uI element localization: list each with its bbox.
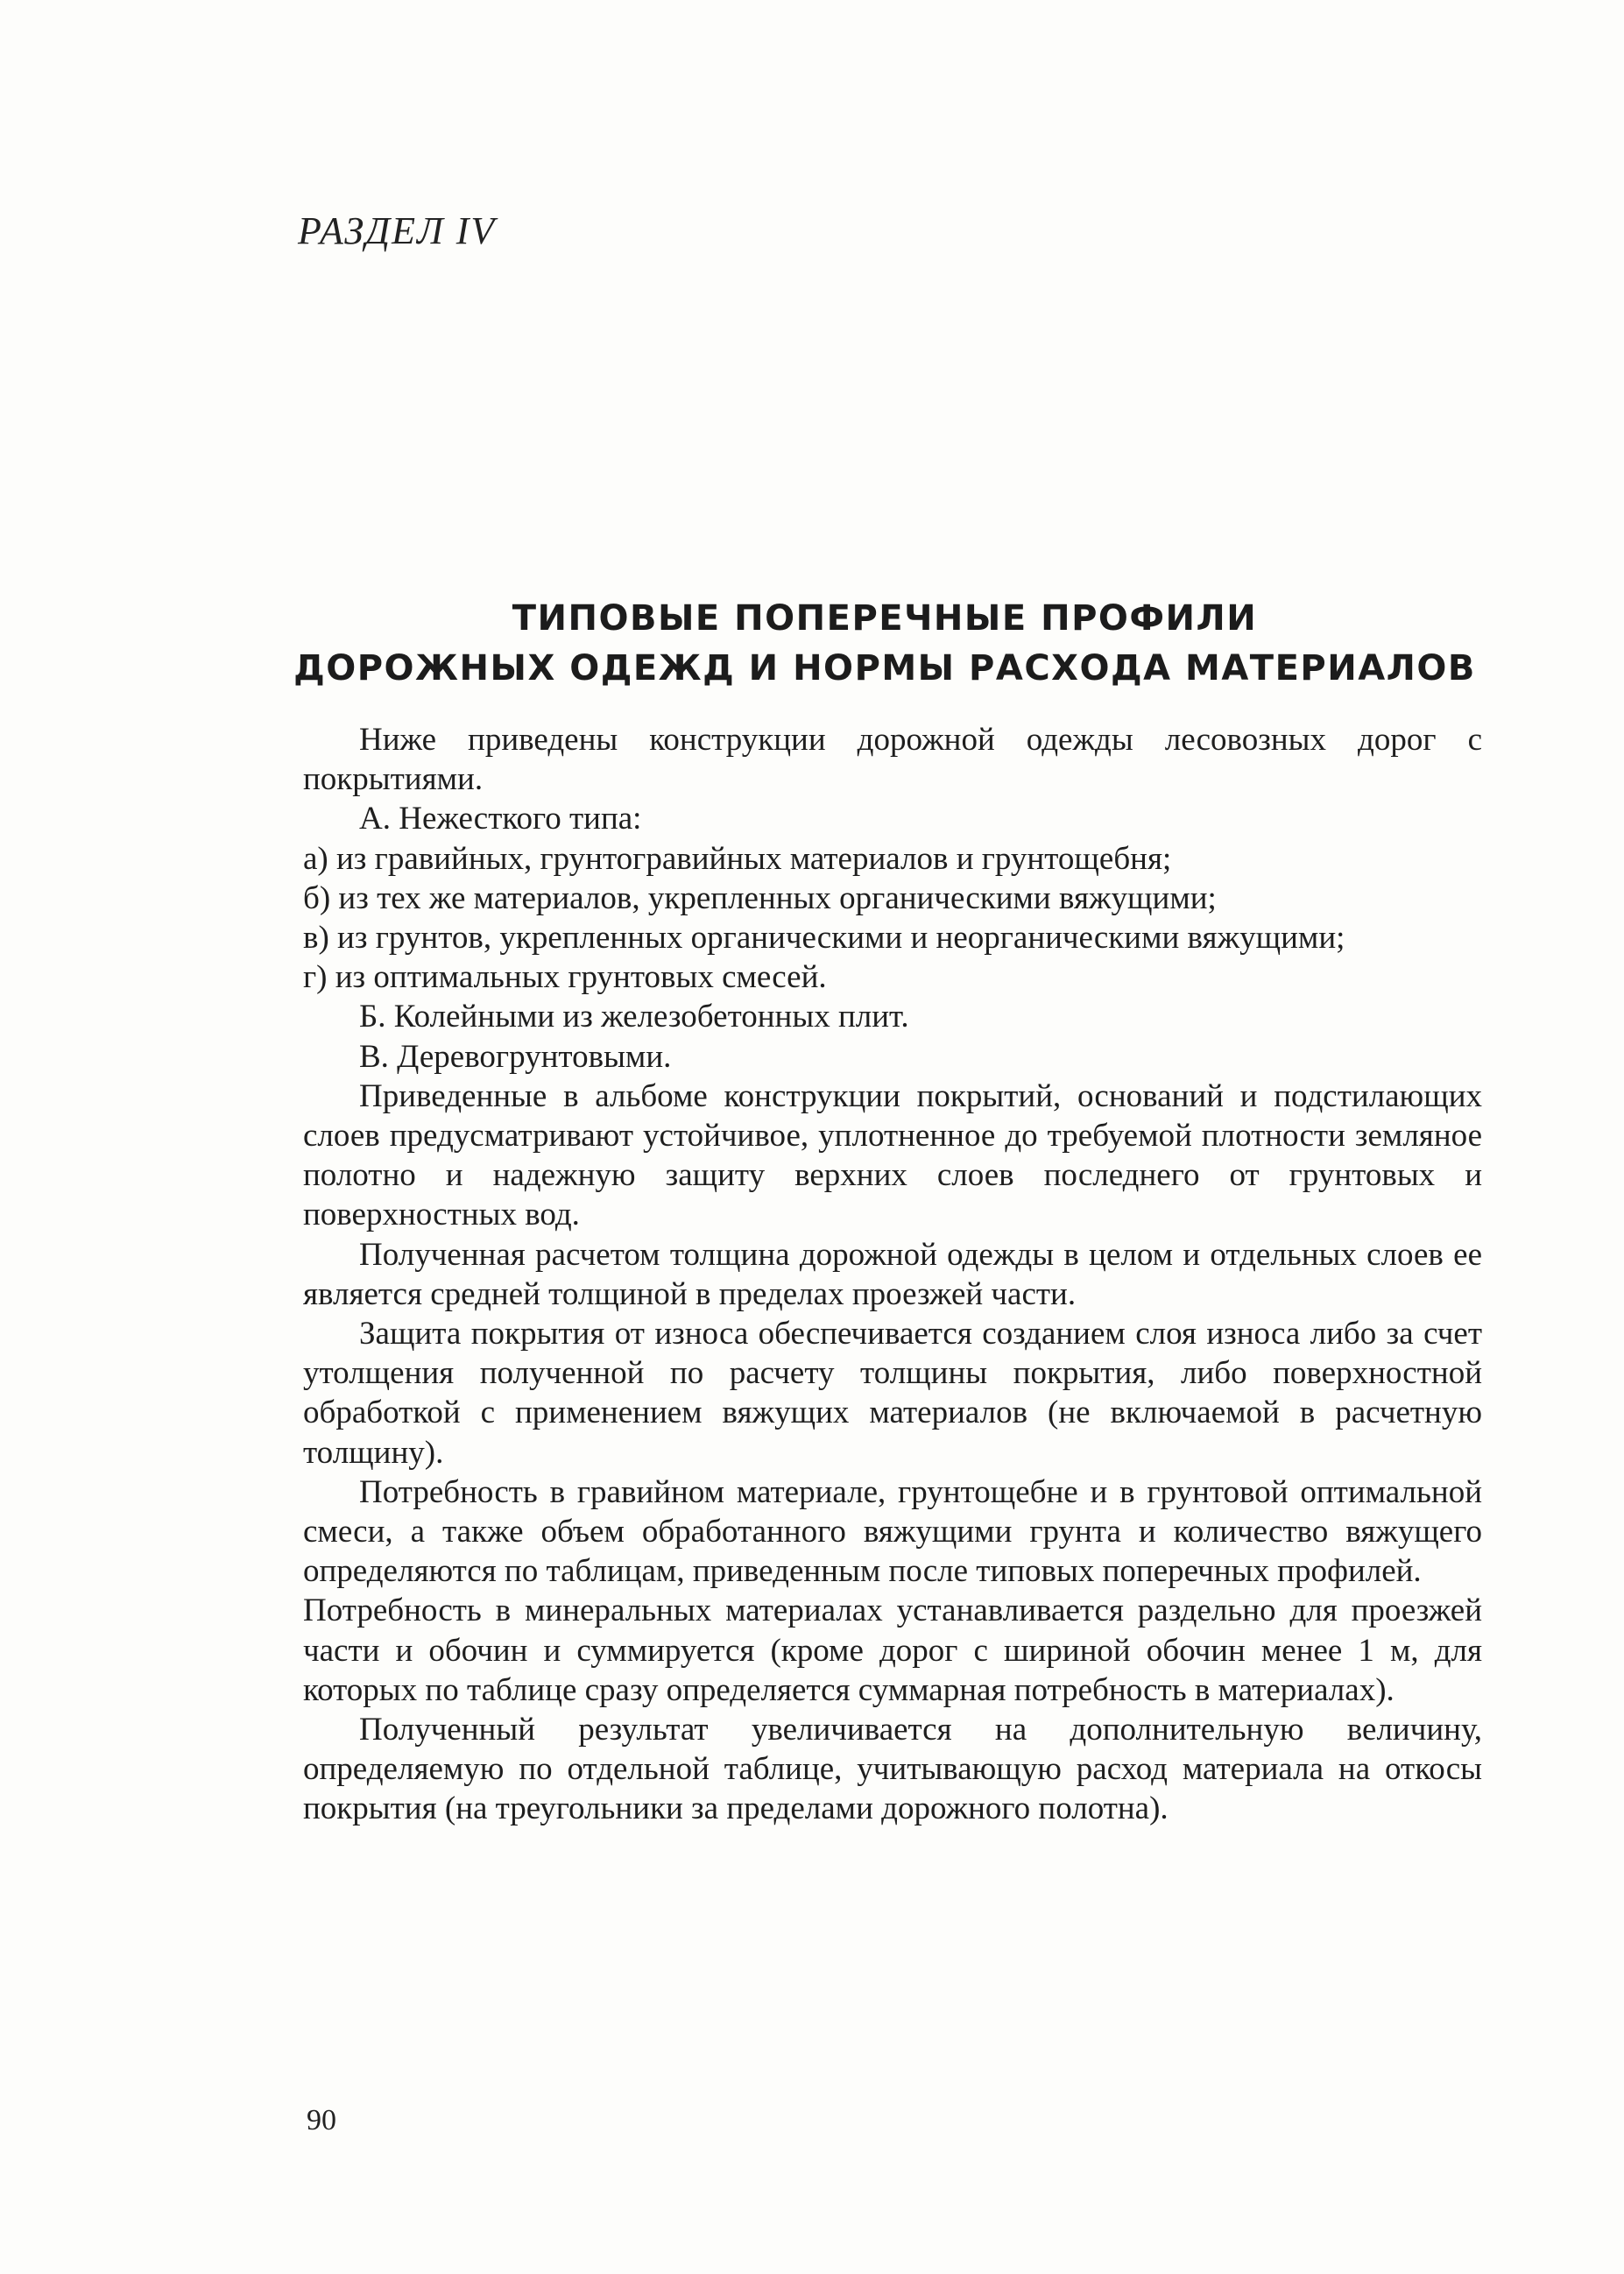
title-line-2: ДОРОЖНЫХ ОДЕЖД И НОРМЫ РАСХОДА МАТЕРИАЛОВ (293, 648, 1476, 689)
paragraph-3: Защита покрытия от износа обеспечивается созданием слоя износа либо за счет утолщения полученной по расчету толщины покрытия, либо поверхностной обработкой с применением вяжущих материалов (не включаемой в расчетную толщину). (303, 1316, 1482, 1471)
body-text (303, 720, 1482, 1829)
paragraph-5: Полученный результат увеличивается на дополнительную величину, определяемую по отдельной таблице, учитывающую расход материала на откосы покрытия (на треугольники за пределами дорожного полотна). (303, 1712, 1482, 1827)
page-number: 90 (307, 2104, 336, 2136)
paragraph-1: Приведенные в альбоме конструкции покрытий, оснований и подстилающих слоев предусматривают устойчивое, уплотненное до требуемой плотности земляное полотно и надежную защиту верхних слоев последнего от грунтовых и поверхностных вод. (303, 1077, 1482, 1233)
list-item-v: в) из грунтов, укрепленных органическими и неорганическими вяжущими; (303, 920, 1345, 957)
title-line-1: ТИПОВЫЕ ПОПЕРЕЧНЫЕ ПРОФИЛИ (512, 598, 1258, 639)
list-item-g: г) из оптимальных грунтовых смесей. (303, 959, 827, 996)
section-label: РАЗДЕЛ IV (298, 209, 497, 252)
list-item-b: б) из тех же материалов, укрепленных органическими вяжущими; (303, 879, 1217, 916)
paragraph-4: Потребность в гравийном материале, грунтощебне и в грунтовой оптимальной смеси, а также объем обработанного вяжущими грунта и количество вяжущего определяются по таблицам, приведенным после типовых поперечных профилей. (303, 1473, 1482, 1590)
paragraph-2: Полученная расчетом толщина дорожной одежды в целом и отдельных слоев ее является средней толщиной в пределах проезжей части. (303, 1236, 1482, 1312)
type-b-heading: Б. Колейными из железобетонных плит. (359, 999, 909, 1035)
paragraph-intro: Ниже приведены конструкции дорожной одежды лесовозных дорог с покрытиями. (303, 722, 1482, 798)
list-item-a: а) из гравийных, грунтогравийных материалов и грунтощебня; (303, 840, 1172, 877)
type-v-heading: В. Деревогрунтовыми. (359, 1038, 672, 1075)
paragraph-4-continued: Потребность в минеральных материалах устанавливается раздельно для проезжей части и обочин и суммируется (кроме дорог с шириной обочин менее 1 м, для которых по таблице сразу определяется суммарная потребность в материалах). (303, 1593, 1482, 1708)
type-a-heading: А. Нежесткого типа: (359, 801, 642, 837)
